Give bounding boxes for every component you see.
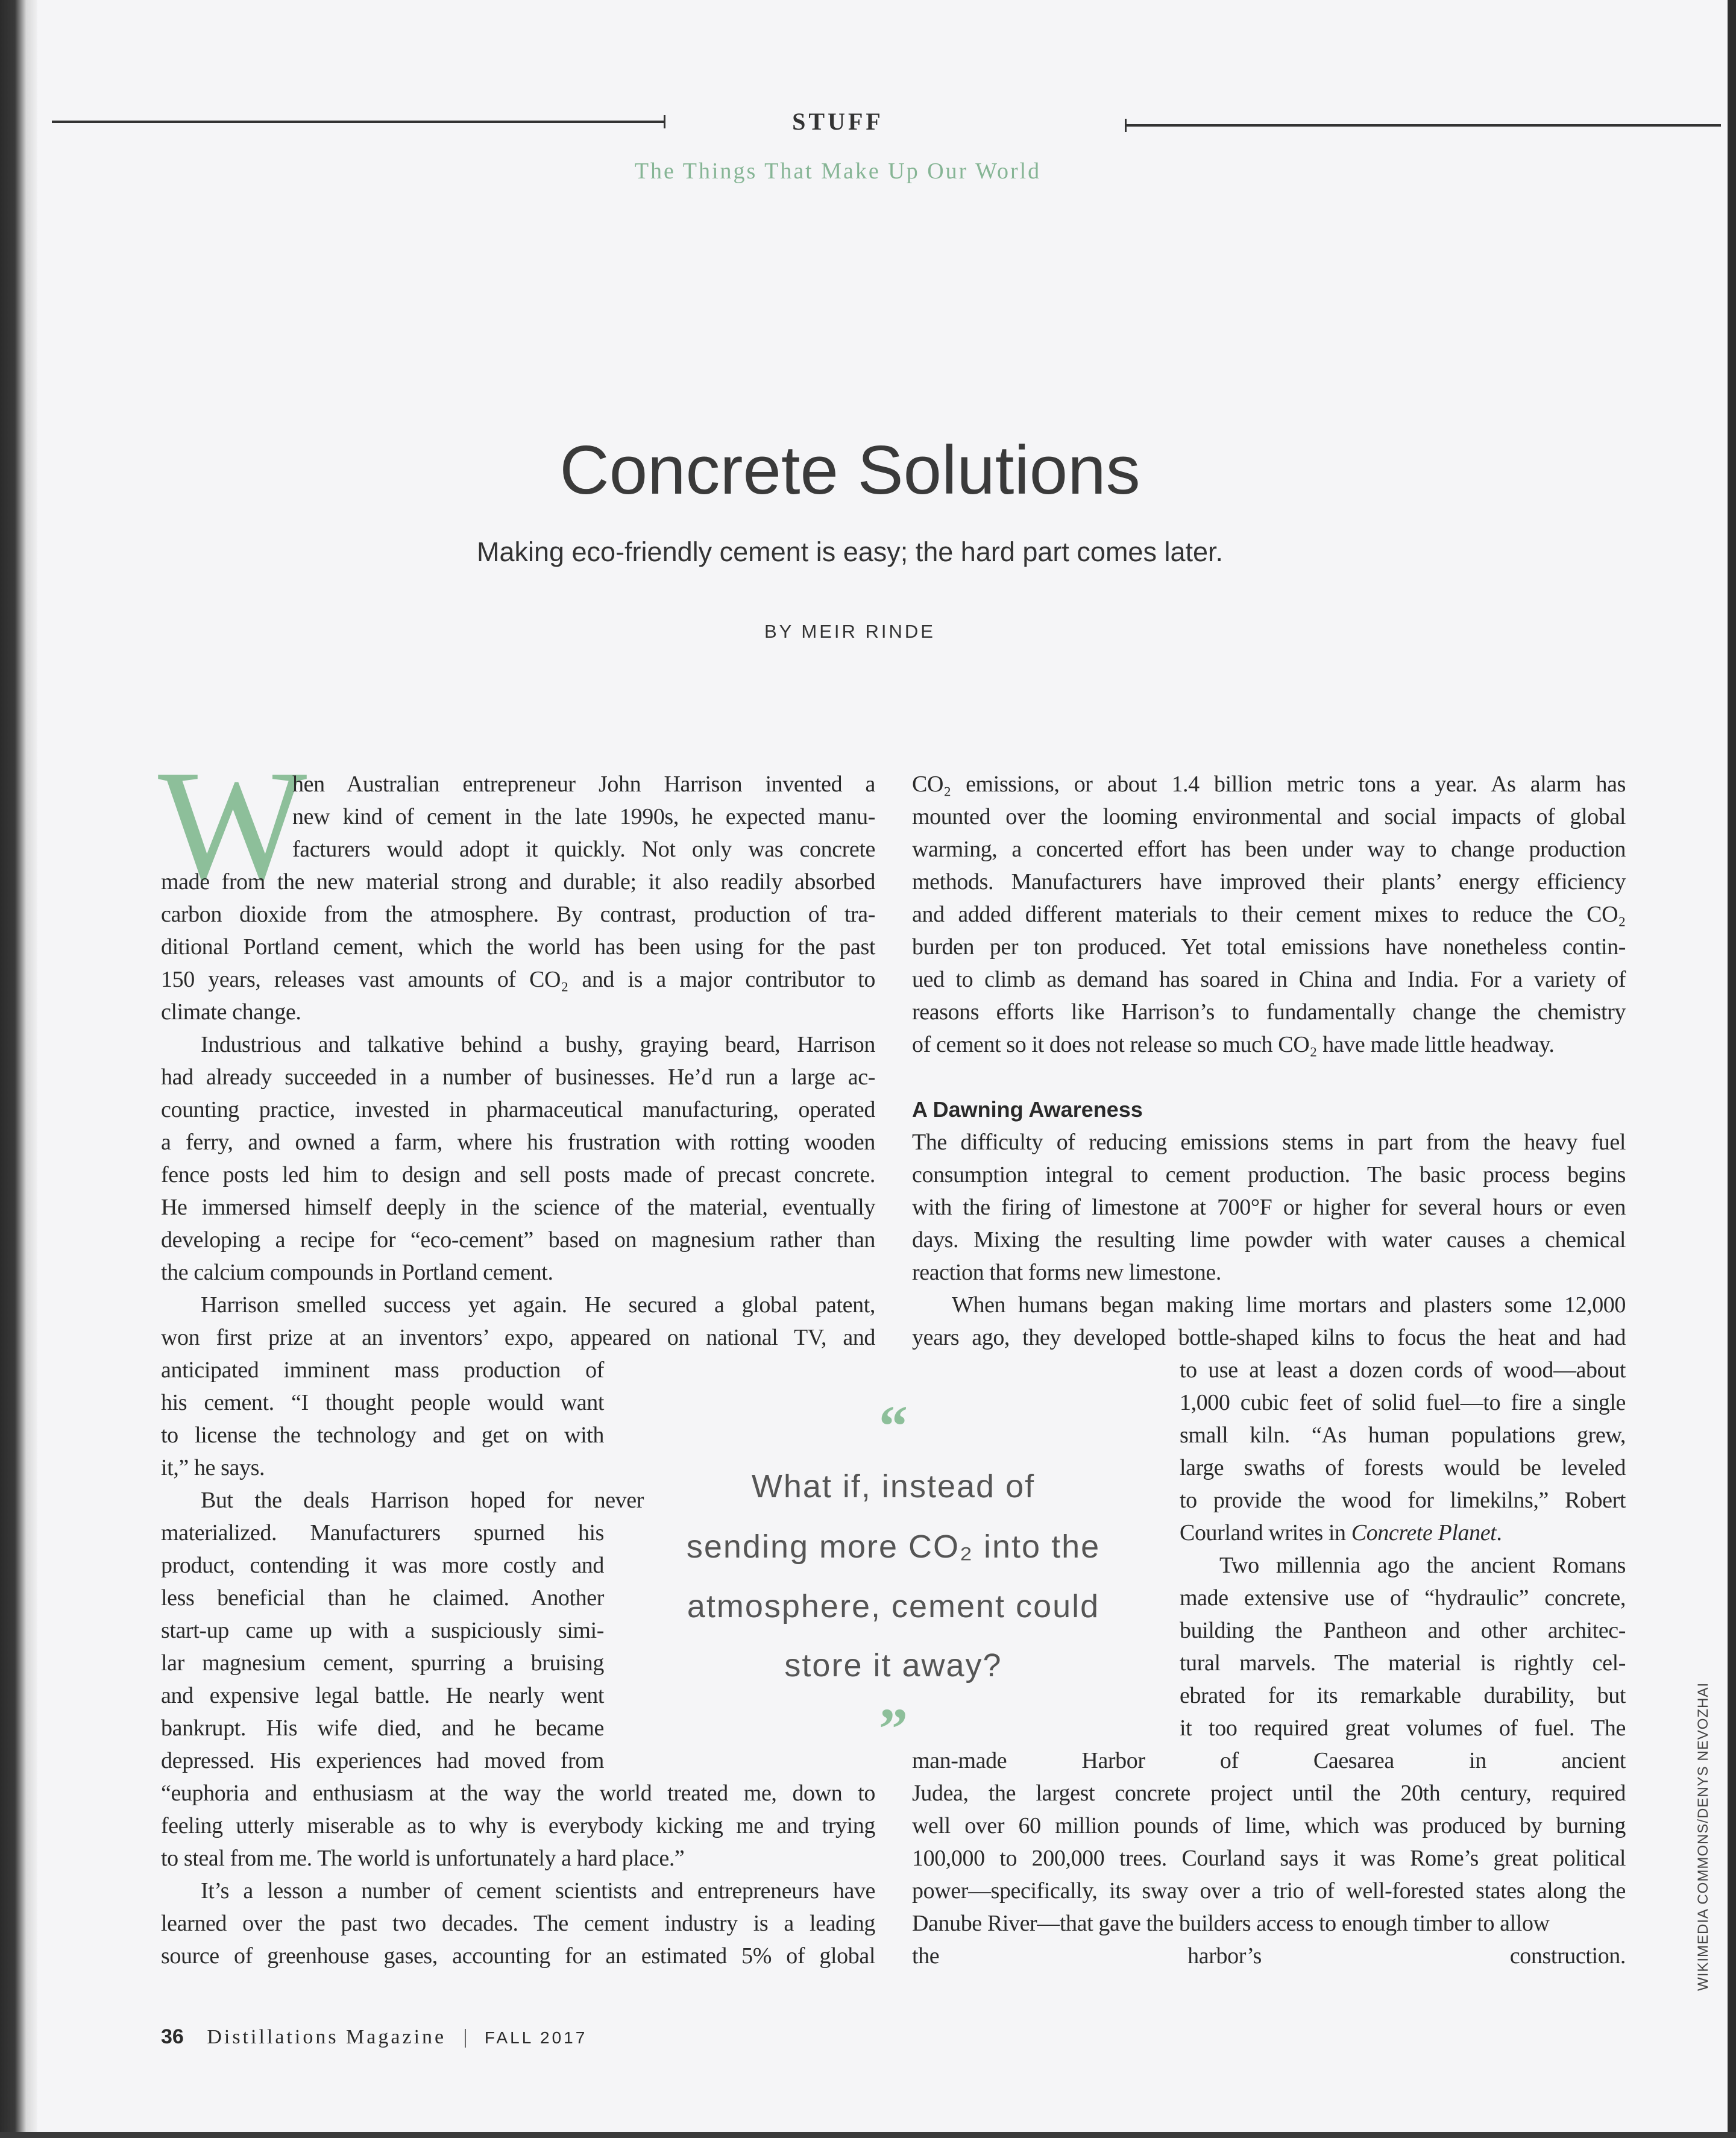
photo-credit: WIKIMEDIA COMMONS/DENYS NEVOZHAI — [1695, 1682, 1711, 1991]
line-text: it,” he says. — [161, 1455, 265, 1480]
line-text: CO₂ emissions, or about 1.4 billion metric tons a year. As alarm has — [912, 772, 1626, 797]
body-text-line — [912, 1191, 1626, 1224]
line-text: won first prize at an inventors’ expo, appeared on national TV, and — [161, 1325, 875, 1350]
line-text: lar magnesium cement, spurring a bruising — [161, 1650, 604, 1676]
body-text-line — [1180, 1517, 1626, 1549]
line-text: Danube River—that gave the builders access to enough timber to allow — [912, 1911, 1550, 1936]
line-text: had already succeeded in a number of businesses. He’d run a large ac- — [161, 1064, 875, 1090]
page-number: 36 — [161, 2025, 184, 2048]
line-text: the calcium compounds in Portland cement. — [161, 1260, 553, 1285]
body-text-line — [912, 1875, 1626, 1907]
line-text: fence posts led him to design and sell posts made of precast concrete. — [161, 1162, 875, 1187]
line-text: of cement so it does not release so much CO₂ have made little headway. — [912, 1032, 1555, 1057]
body-text-line — [161, 1777, 875, 1809]
line-text: anticipated imminent mass production of — [161, 1357, 604, 1383]
book-title: Concrete Planet — [1351, 1520, 1497, 1545]
line-text: Harrison smelled success yet again. He secured a global patent, — [201, 1292, 875, 1318]
body-text-line — [912, 1321, 1626, 1354]
line-text: with the firing of limestone at 700°F or higher for several hours or even — [912, 1195, 1626, 1220]
body-text-line — [912, 931, 1626, 963]
body-text-line — [912, 1777, 1626, 1809]
line-text: days. Mixing the resulting lime powder with water causes a chemical — [912, 1227, 1626, 1253]
body-text-line — [161, 800, 875, 833]
line-text: depressed. His experiences had moved from — [161, 1748, 604, 1773]
line-text: it too required great volumes of fuel. The — [1180, 1715, 1626, 1741]
body-text-line — [161, 1093, 875, 1126]
body-text-line — [161, 1517, 604, 1549]
body-text-line — [161, 1842, 875, 1875]
body-text-line — [161, 866, 875, 898]
pull-quote-line: sending more CO₂ into the — [686, 1529, 1101, 1565]
line-text: product, contending it was more costly and — [161, 1553, 604, 1578]
page-edge-bottom — [0, 2132, 1736, 2138]
line-text: methods. Manufacturers have improved their plants’ energy efficiency — [912, 869, 1626, 895]
body-text-line — [161, 963, 875, 996]
body-text-line — [912, 1126, 1626, 1159]
body-text-line — [161, 1126, 875, 1159]
body-text-line — [161, 931, 875, 963]
body-text-line — [161, 996, 875, 1028]
body-text-line — [161, 1419, 604, 1451]
line-text: Two millennia ago the ancient Romans — [1219, 1553, 1626, 1578]
article-subtitle: Making eco-friendly cement is easy; the hard part comes later. — [476, 536, 1224, 567]
line-text: large swaths of forests would be leveled — [1180, 1455, 1626, 1480]
line-text: small kiln. “As human populations grew, — [1180, 1423, 1626, 1448]
magazine-name: Distillations Magazine — [207, 2026, 447, 2048]
body-text-line — [161, 1647, 604, 1679]
body-text-line — [161, 1061, 875, 1093]
body-text-line — [161, 1712, 604, 1744]
line-text: ued to climb as demand has soared in China and India. For a variety of — [912, 967, 1626, 992]
line-text: hen Australian entrepreneur John Harrison invented a — [292, 772, 875, 797]
body-text-line — [1180, 1451, 1626, 1484]
line-text: “euphoria and enthusiasm at the way the world treated me, down to — [161, 1781, 875, 1806]
body-text-line — [161, 1679, 604, 1712]
body-text-line — [1180, 1582, 1626, 1614]
line-text: new kind of cement in the late 1990s, he expected manu- — [292, 804, 875, 829]
line-text: counting practice, invested in pharmaceutical manufacturing, operated — [161, 1097, 875, 1122]
line-text: a ferry, and owned a farm, where his frustration with rotting wooden — [161, 1130, 875, 1155]
line-text: and added different materials to their cement mixes to reduce the CO₂ — [912, 902, 1626, 927]
pull-quote-line: store it away? — [784, 1647, 1002, 1684]
line-text: 1,000 cubic feet of solid fuel—to fire a single — [1180, 1390, 1626, 1415]
body-text-line — [161, 1224, 875, 1256]
body-text-line — [912, 866, 1626, 898]
article-byline: BY MEIR RINDE — [764, 621, 936, 642]
body-text-line — [912, 1940, 1626, 1972]
open-quote-icon: “ — [879, 1394, 908, 1458]
body-text-line — [161, 1582, 604, 1614]
close-quote-icon: ” — [879, 1696, 908, 1761]
line-text: made extensive use of “hydraulic” concrete, — [1180, 1585, 1626, 1611]
section-label: STUFF — [792, 108, 884, 135]
line-text: to use at least a dozen cords of wood—about — [1180, 1357, 1626, 1383]
issue-label: FALL 2017 — [484, 2028, 588, 2047]
body-text-line — [161, 1256, 875, 1289]
line-text: Industrious and talkative behind a bushy, graying beard, Harrison — [201, 1032, 875, 1057]
line-text: ditional Portland cement, which the world has been using for the past — [161, 934, 875, 960]
body-text-line — [1180, 1614, 1626, 1647]
body-text-line — [161, 1614, 604, 1647]
line-text: reaction that forms new limestone. — [912, 1260, 1221, 1285]
body-text-line — [912, 1809, 1626, 1842]
body-text-line — [912, 963, 1626, 996]
line-text: The difficulty of reducing emissions stems in part from the heavy fuel — [912, 1130, 1626, 1155]
body-text-line — [161, 1191, 875, 1224]
page-binding — [0, 0, 37, 2138]
line-text: the harbor’s construction. — [912, 1943, 1626, 1969]
body-text-line — [161, 1744, 604, 1777]
body-text-line — [912, 800, 1626, 833]
footer-separator: | — [463, 2026, 468, 2048]
line-text: to provide the wood for limekilns,” Robert — [1180, 1488, 1626, 1513]
line-text: and expensive legal battle. He nearly went — [161, 1683, 604, 1708]
line-text: 100,000 to 200,000 trees. Courland says it was Rome’s great political — [912, 1846, 1626, 1871]
line-text: It’s a lesson a number of cement scientists and entrepreneurs have — [201, 1878, 875, 1904]
body-text-line — [912, 898, 1626, 931]
line-text: developing a recipe for “eco-cement” based on magnesium rather than — [161, 1227, 875, 1253]
body-text-line — [912, 1842, 1626, 1875]
body-text-line — [1180, 1679, 1626, 1712]
line-text: A Dawning Awareness — [912, 1097, 1143, 1122]
line-text: 150 years, releases vast amounts of CO₂ and is a major contributor to — [161, 967, 875, 992]
line-text: reasons efforts like Harrison’s to fundamentally change the chemistry — [912, 999, 1626, 1025]
line-text: bankrupt. His wife died, and he became — [161, 1715, 604, 1741]
line-text: his cement. “I thought people would want — [161, 1390, 604, 1415]
body-text-line — [161, 1484, 644, 1517]
body-text-line — [161, 1028, 875, 1061]
body-text-line — [1180, 1484, 1626, 1517]
line-text: warming, a concerted effort has been under way to change production — [912, 837, 1626, 862]
body-text-line — [161, 898, 875, 931]
article-title: Concrete Solutions — [559, 432, 1140, 509]
line-text: He immersed himself deeply in the science of the material, eventually — [161, 1195, 875, 1220]
line-text: . — [1496, 1520, 1502, 1545]
body-text-line — [912, 1289, 1626, 1321]
body-text-line — [912, 1159, 1626, 1191]
body-text-line — [161, 1159, 875, 1191]
line-text: facturers would adopt it quickly. Not only was concrete — [292, 837, 875, 862]
line-text: building the Pantheon and other architec- — [1180, 1618, 1626, 1643]
body-text-line — [161, 1321, 875, 1354]
body-text-line — [912, 768, 1626, 800]
body-text-line — [1180, 1354, 1626, 1386]
pull-quote-line: atmosphere, cement could — [687, 1588, 1100, 1624]
body-text-line — [161, 1907, 875, 1940]
line-text: But the deals Harrison hoped for never — [201, 1488, 644, 1513]
body-text-line — [912, 1907, 1626, 1940]
line-text: Judea, the largest concrete project until the 20th century, required — [912, 1781, 1626, 1806]
body-text-line — [161, 1940, 875, 1972]
body-text-line — [161, 833, 875, 866]
line-text: years ago, they developed bottle-shaped kilns to focus the heat and had — [912, 1325, 1626, 1350]
line-text: ebrated for its remarkable durability, but — [1180, 1683, 1626, 1708]
body-text-line — [912, 1061, 1626, 1093]
line-text: less beneficial than he claimed. Another — [161, 1585, 604, 1611]
line-text: made from the new material strong and durable; it also readily absorbed — [161, 869, 875, 895]
line-text: carbon dioxide from the atmosphere. By contrast, production of tra- — [161, 902, 875, 927]
body-text-line — [161, 1289, 875, 1321]
body-column-right — [912, 768, 1626, 1972]
body-text-line — [1180, 1549, 1626, 1582]
line-text: climate change. — [161, 999, 301, 1025]
line-text: burden per ton produced. Yet total emissions have nonetheless contin- — [912, 934, 1626, 960]
section-tagline: The Things That Make Up Our World — [634, 159, 1042, 184]
page-edge — [1728, 0, 1736, 2138]
body-text-line — [912, 833, 1626, 866]
body-text-line — [912, 1256, 1626, 1289]
line-text: power—specifically, its sway over a trio of well-forested states along the — [912, 1878, 1626, 1904]
line-text: learned over the past two decades. The cement industry is a leading — [161, 1911, 875, 1936]
line-text: consumption integral to cement production. The basic process begins — [912, 1162, 1626, 1187]
line-text: tural marvels. The material is rightly cel- — [1180, 1650, 1626, 1676]
line-text: materialized. Manufacturers spurned his — [161, 1520, 604, 1545]
line-text: to steal from me. The world is unfortunately a hard place.” — [161, 1846, 685, 1871]
body-text-line — [1180, 1712, 1626, 1744]
page-footer — [161, 2025, 587, 2049]
body-text-line — [1180, 1419, 1626, 1451]
body-text-line — [161, 1386, 604, 1419]
body-text-line — [912, 996, 1626, 1028]
line-text: man-made Harbor of Caesarea in ancient — [912, 1748, 1626, 1773]
drop-cap: W — [158, 738, 307, 913]
pull-quote-line: What if, instead of — [751, 1468, 1036, 1504]
line-text: mounted over the looming environmental and social impacts of global — [912, 804, 1626, 829]
body-text-line — [1180, 1386, 1626, 1419]
body-text-line — [161, 1354, 604, 1386]
body-text-line — [912, 1028, 1626, 1061]
line-text: feeling utterly miserable as to why is everybody kicking me and trying — [161, 1813, 875, 1838]
line-text: start-up came up with a suspiciously simi- — [161, 1618, 604, 1643]
line-text: When humans began making lime mortars and plasters some 12,000 — [952, 1292, 1626, 1318]
body-text-line — [161, 1875, 875, 1907]
section-heading — [912, 1093, 1626, 1126]
body-column-left — [161, 768, 875, 1972]
line-text: well over 60 million pounds of lime, which was produced by burning — [912, 1813, 1626, 1838]
body-text-line — [1180, 1647, 1626, 1679]
body-text-line — [161, 1549, 604, 1582]
body-text-line — [161, 1809, 875, 1842]
body-text-line — [161, 1451, 604, 1484]
body-text-line — [912, 1224, 1626, 1256]
body-text-line — [161, 768, 875, 800]
line-text: Courland writes in — [1180, 1520, 1351, 1545]
line-text: source of greenhouse gases, accounting for an estimated 5% of global — [161, 1943, 875, 1969]
line-text: to license the technology and get on with — [161, 1423, 604, 1448]
